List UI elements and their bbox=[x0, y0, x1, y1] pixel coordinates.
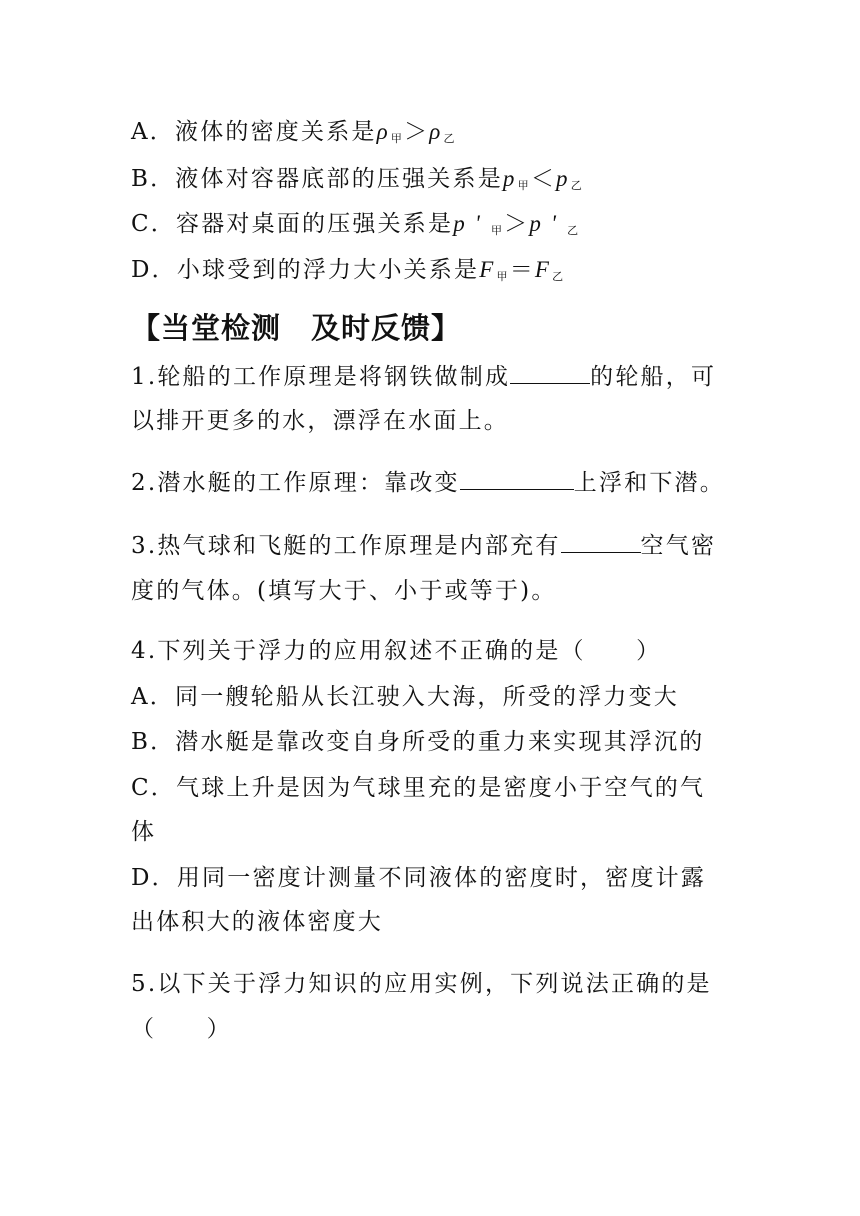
question-1-line-1: 1.轮船的工作原理是将钢铁做制成 的轮船，可 bbox=[131, 364, 717, 390]
question-5-stem-line-1: 5.以下关于浮力知识的应用实例，下列说法正确的是 bbox=[131, 971, 712, 997]
question-4-option-c-line-2: 体 bbox=[131, 819, 157, 845]
question-4-option-c-line-1: C．气球上升是因为气球里充的是密度小于空气的气 bbox=[131, 775, 706, 801]
question-3-line-2: 度的气体。(填写大于、小于或等于)。 bbox=[131, 578, 557, 604]
option-b-prev: B．液体对容器底部的压强关系是$p_甲<p_乙$ bbox=[131, 166, 584, 192]
question-2: 2.潜水艇的工作原理：靠改变 上浮和下潜。 bbox=[131, 470, 725, 496]
option-a-prev: A．液体的密度关系是$\rho_甲>\rho_乙$ bbox=[131, 119, 457, 145]
question-3-line-1: 3.热气球和飞艇的工作原理是内部充有 空气密 bbox=[131, 533, 717, 559]
answer-blank bbox=[460, 489, 574, 490]
question-5-stem-line-2: （ ） bbox=[131, 1016, 232, 1042]
option-d-prev: D．小球受到的浮力大小关系是$F_甲=F_乙$ bbox=[131, 257, 566, 283]
question-4-option-a: A．同一艘轮船从长江驶入大海，所受的浮力变大 bbox=[131, 684, 680, 710]
answer-blank bbox=[510, 383, 590, 384]
option-c-prev: C．容器对桌面的压强关系是p ' $_甲$＞p ' $_乙$ bbox=[131, 211, 581, 237]
question-4-option-d-line-1: D．用同一密度计测量不同液体的密度时，密度计露 bbox=[131, 865, 707, 891]
question-4-option-d-line-2: 出体积大的液体密度大 bbox=[131, 909, 383, 935]
question-4-option-b: B．潜水艇是靠改变自身所受的重力来实现其浮沉的 bbox=[131, 729, 705, 755]
answer-blank bbox=[561, 552, 641, 553]
question-4-stem: 4.下列关于浮力的应用叙述不正确的是（ ） bbox=[131, 638, 662, 664]
question-1-line-2: 以排开更多的水，漂浮在水面上。 bbox=[131, 408, 509, 434]
section-heading: 【当堂检测 及时反馈】 bbox=[131, 311, 462, 345]
